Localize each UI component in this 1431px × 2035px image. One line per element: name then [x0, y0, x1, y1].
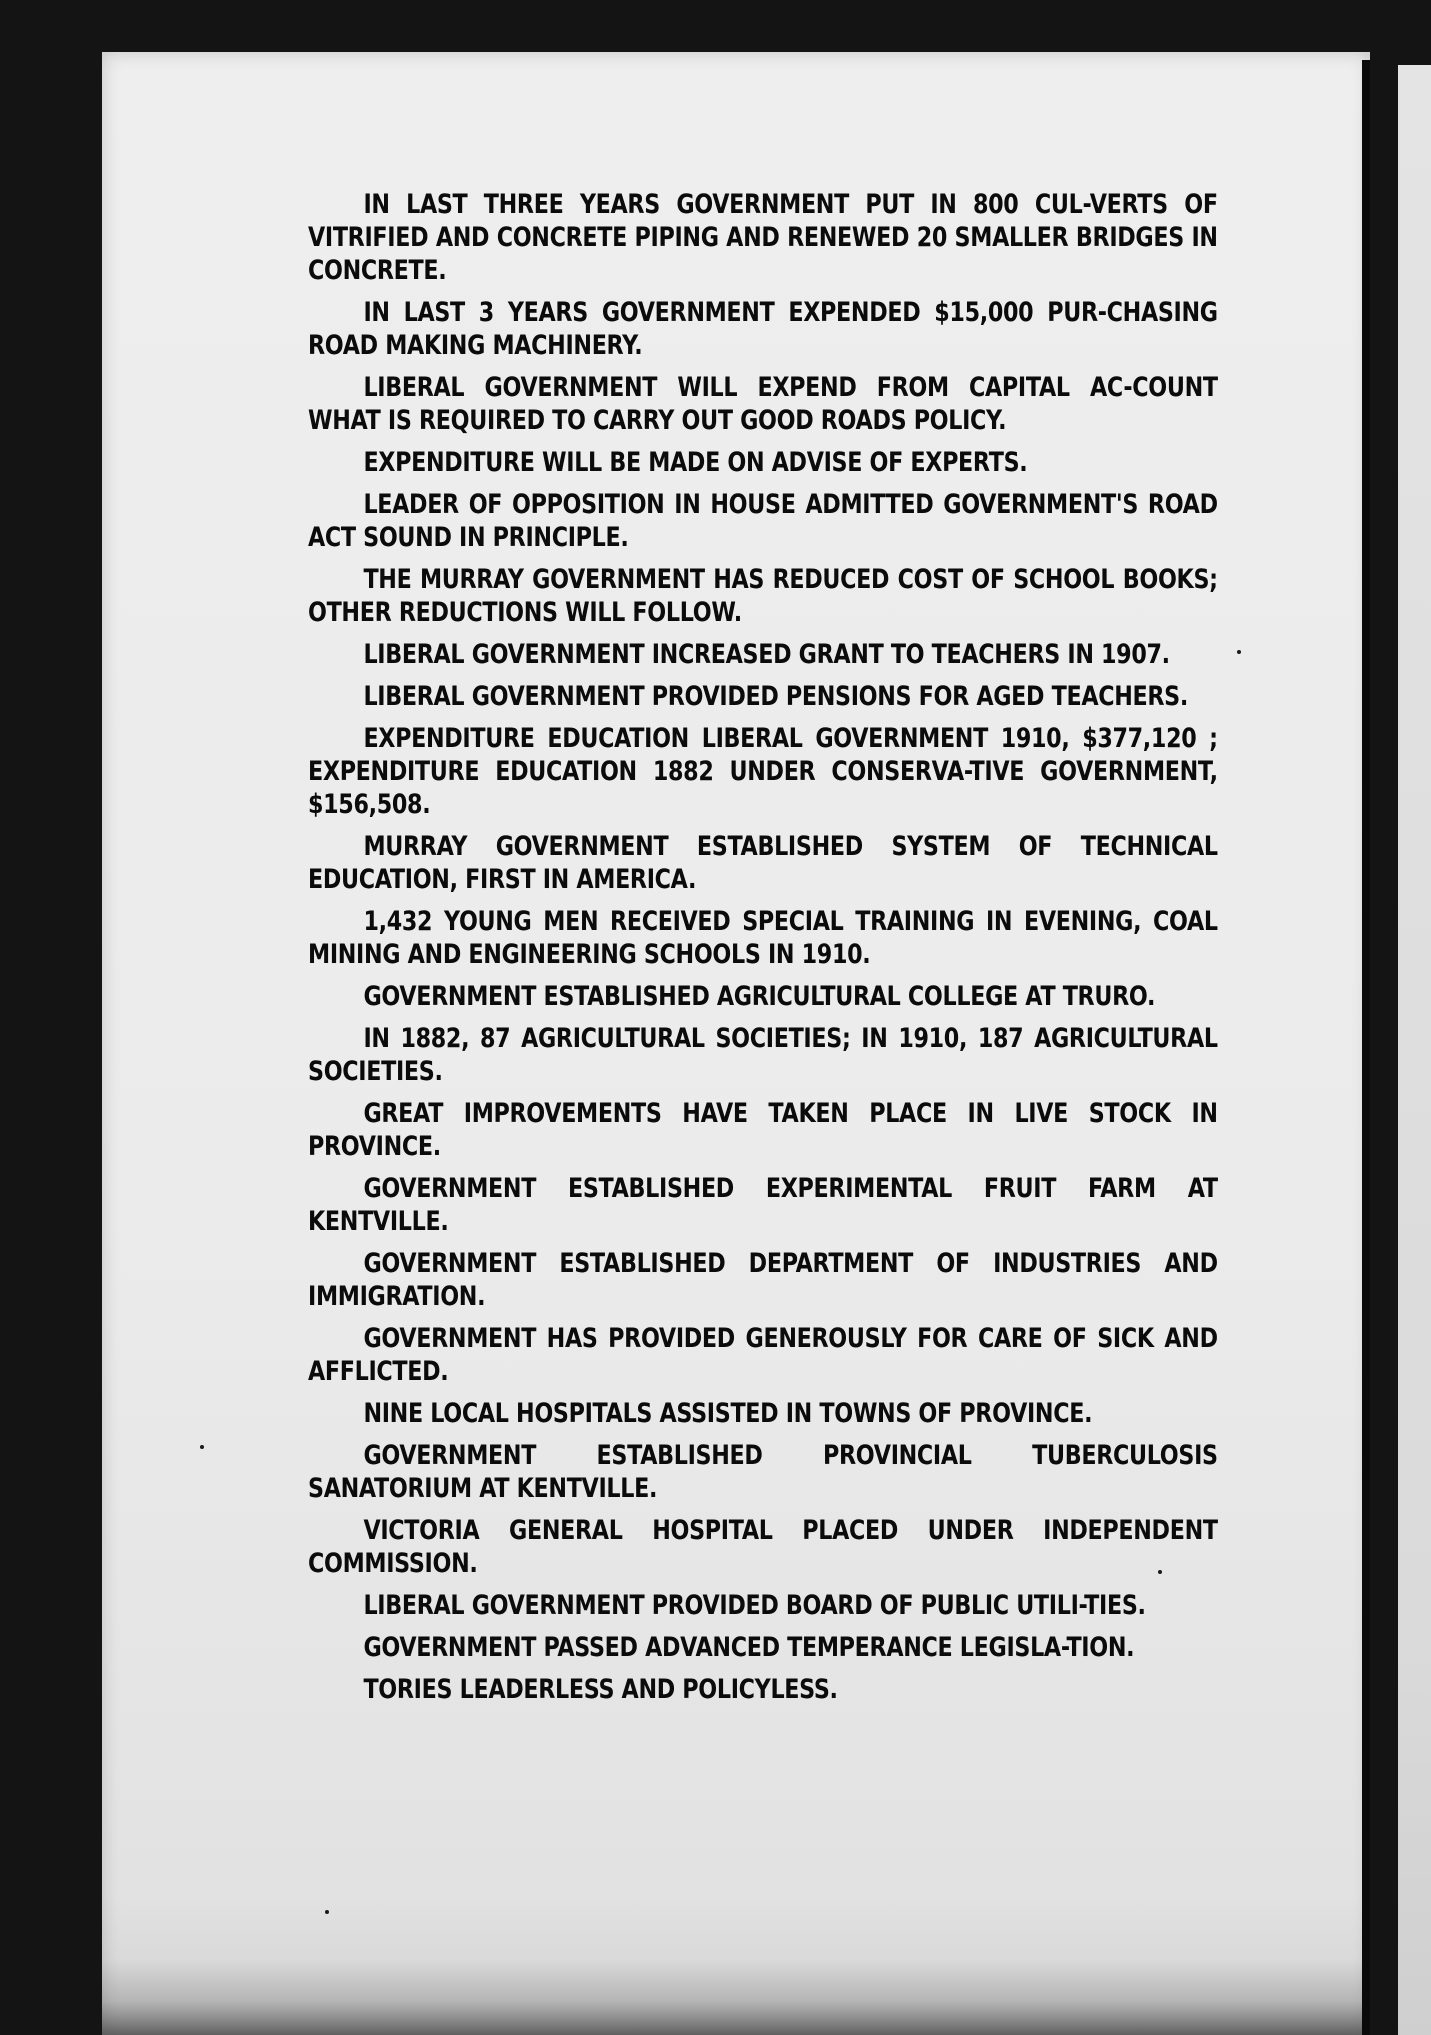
paragraph: EXPENDITURE EDUCATION LIBERAL GOVERNMENT 1910, $377,120 ; EXPENDITURE EDUCATION 1882 UNDER CONSERVA-TIVE GOVERNMENT, $156,508.: [308, 723, 1218, 820]
dust-speck: [200, 1445, 204, 1449]
paragraph: 1,432 YOUNG MEN RECEIVED SPECIAL TRAINING IN EVENING, COAL MINING AND ENGINEERING SCHOOLS IN 1910.: [308, 906, 1218, 970]
dust-speck: [325, 1910, 329, 1914]
paragraph: GREAT IMPROVEMENTS HAVE TAKEN PLACE IN LIVE STOCK IN PROVINCE.: [308, 1098, 1218, 1162]
paragraph: LIBERAL GOVERNMENT PROVIDED PENSIONS FOR AGED TEACHERS.: [363, 681, 1189, 712]
paragraph: THE MURRAY GOVERNMENT HAS REDUCED COST OF SCHOOL BOOKS; OTHER REDUCTIONS WILL FOLLOW.: [308, 564, 1218, 628]
paragraph: NINE LOCAL HOSPITALS ASSISTED IN TOWNS OF PROVINCE.: [363, 1398, 1093, 1429]
paragraph: IN LAST THREE YEARS GOVERNMENT PUT IN 800 CUL-VERTS OF VITRIFIED AND CONCRETE PIPING AND RENEWED 20 SMALLER BRIDGES IN CONCRETE.: [308, 189, 1218, 286]
paragraph: LEADER OF OPPOSITION IN HOUSE ADMITTED GOVERNMENT'S ROAD ACT SOUND IN PRINCIPLE.: [308, 489, 1218, 553]
paragraph: LIBERAL GOVERNMENT INCREASED GRANT TO TEACHERS IN 1907.: [363, 639, 1170, 670]
paragraph: LIBERAL GOVERNMENT PROVIDED BOARD OF PUBLIC UTILI-TIES.: [363, 1590, 1146, 1621]
paragraph: IN 1882, 87 AGRICULTURAL SOCIETIES; IN 1910, 187 AGRICULTURAL SOCIETIES.: [308, 1023, 1218, 1087]
paragraph: GOVERNMENT ESTABLISHED PROVINCIAL TUBERCULOSIS SANATORIUM AT KENTVILLE.: [308, 1440, 1218, 1504]
document-body: [308, 188, 1218, 1715]
paragraph: GOVERNMENT HAS PROVIDED GENEROUSLY FOR CARE OF SICK AND AFFLICTED.: [308, 1323, 1218, 1387]
page-bottom-shadow: [102, 1960, 1362, 2035]
paragraph: LIBERAL GOVERNMENT WILL EXPEND FROM CAPITAL AC-COUNT WHAT IS REQUIRED TO CARRY OUT GOOD ROADS POLICY.: [308, 372, 1218, 436]
facing-page-edge: [1398, 65, 1431, 2035]
paragraph: EXPENDITURE WILL BE MADE ON ADVISE OF EXPERTS.: [363, 447, 1028, 478]
paragraph: TORIES LEADERLESS AND POLICYLESS.: [363, 1674, 838, 1705]
dust-speck: [1237, 650, 1241, 654]
paragraph: VICTORIA GENERAL HOSPITAL PLACED UNDER INDEPENDENT COMMISSION.: [308, 1515, 1218, 1579]
page-divider: [1362, 60, 1370, 2035]
paragraph: IN LAST 3 YEARS GOVERNMENT EXPENDED $15,000 PUR-CHASING ROAD MAKING MACHINERY.: [308, 297, 1218, 361]
paragraph: GOVERNMENT ESTABLISHED EXPERIMENTAL FRUIT FARM AT KENTVILLE.: [308, 1173, 1218, 1237]
paragraph: MURRAY GOVERNMENT ESTABLISHED SYSTEM OF TECHNICAL EDUCATION, FIRST IN AMERICA.: [308, 831, 1218, 895]
paragraph: GOVERNMENT ESTABLISHED DEPARTMENT OF INDUSTRIES AND IMMIGRATION.: [308, 1248, 1218, 1312]
paragraph: GOVERNMENT ESTABLISHED AGRICULTURAL COLLEGE AT TRURO.: [363, 981, 1156, 1012]
paragraph: GOVERNMENT PASSED ADVANCED TEMPERANCE LEGISLA-TION.: [363, 1632, 1135, 1663]
